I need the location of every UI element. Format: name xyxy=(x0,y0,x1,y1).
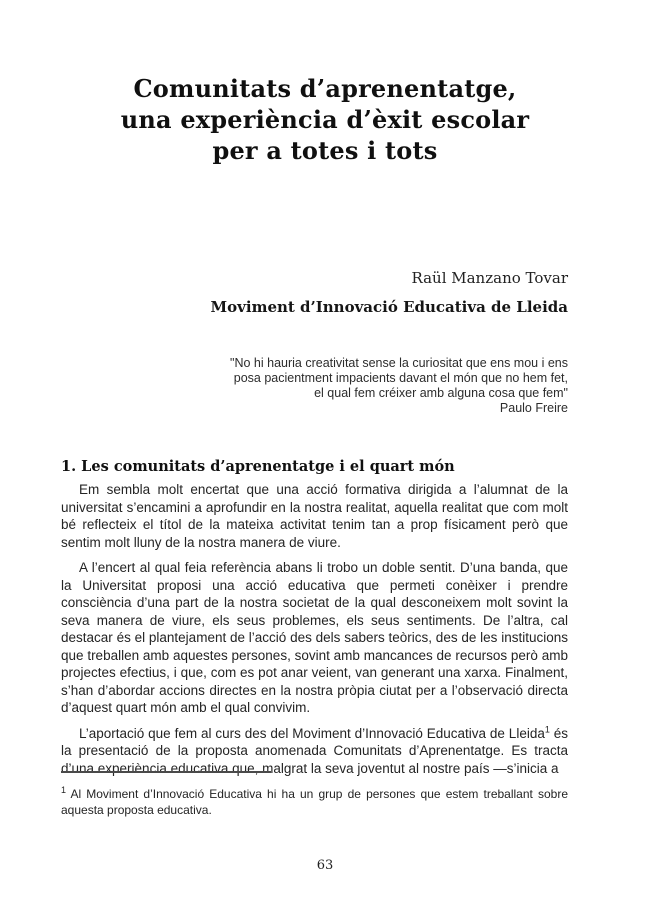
byline xyxy=(61,269,568,316)
article-body xyxy=(61,481,568,785)
title-line-2: una experiència d’èxit escolar xyxy=(120,105,530,134)
article-title xyxy=(0,73,650,166)
epigraph xyxy=(61,356,568,416)
paragraph-3 xyxy=(61,725,568,778)
footnote-marker: 1 xyxy=(61,785,67,795)
epigraph-line-2: posa pacientment impacients davant el món que no hem fet, xyxy=(233,371,568,385)
affiliation-name: Moviment d’Innovació Educativa de Lleida xyxy=(210,298,568,316)
footnote-ref-marker: 1 xyxy=(544,724,550,734)
footnote xyxy=(61,786,568,818)
author-name: Raül Manzano Tovar xyxy=(411,269,568,287)
epigraph-attribution: Paulo Freire xyxy=(499,401,568,415)
paragraph-2: A l’encert al qual feia referència abans li trobo un doble sentit. D’una banda, que la Universitat proposi una acció educativa que permeti conèixer i prendre consciència d’una part de la nostra societat de la qual desconeixem molt sovint la seva manera de viure, els seus problemes, els seus sentiments. De l’altra, cal destacar és el plantejament de l’acció des dels sabers teòrics, des de les institucions que treballen amb aquestes persones, sovint amb mancances de recursos però amb projectes efectius, i que, com es pot anar veient, van generant una xarxa. Finalment, s’han d’abordar accions directes en la nostra pròpia ciutat per a l’observació directa d’aquest quart món amb el qual convivim. xyxy=(61,560,568,715)
paragraph-3-text: L’aportació que fem al curs des del Moviment d’Innovació Educativa de Lleida xyxy=(79,725,545,741)
footnote-rule xyxy=(61,771,271,773)
epigraph-line-1: "No hi hauria creativitat sense la curiositat que ens mou i ens xyxy=(230,356,568,370)
paragraph-3-text-continued: és la presentació de la proposta anomenada Comunitats d’Aprenentatge. Es tracta d’una experiència educativa que, malgrat la seva joventut al nostre país —s’inicia a xyxy=(61,725,568,776)
title-line-3: per a totes i tots xyxy=(212,136,438,165)
title-line-1: Comunitats d’aprenentatge, xyxy=(133,74,517,103)
epigraph-line-3: el qual fem créixer amb alguna cosa que fem" xyxy=(314,386,568,400)
footnote-text: Al Moviment d’Innovació Educativa hi ha un grup de persones que estem treballant sobre aquesta proposta educativa. xyxy=(61,787,568,817)
page-number: 63 xyxy=(316,858,334,873)
paragraph-1: Em sembla molt encertat que una acció formativa dirigida a l’alumnat de la universitat s’encamini a aprofundir en la nostra realitat, aquella realitat que com molt bé reflecteix el títol de la mateixa activitat tenim tan a prop físicament però que sentim molt lluny de la nostra manera de viure. xyxy=(61,482,568,550)
section-heading: 1. Les comunitats d’aprenentatge i el quart món xyxy=(61,458,455,476)
